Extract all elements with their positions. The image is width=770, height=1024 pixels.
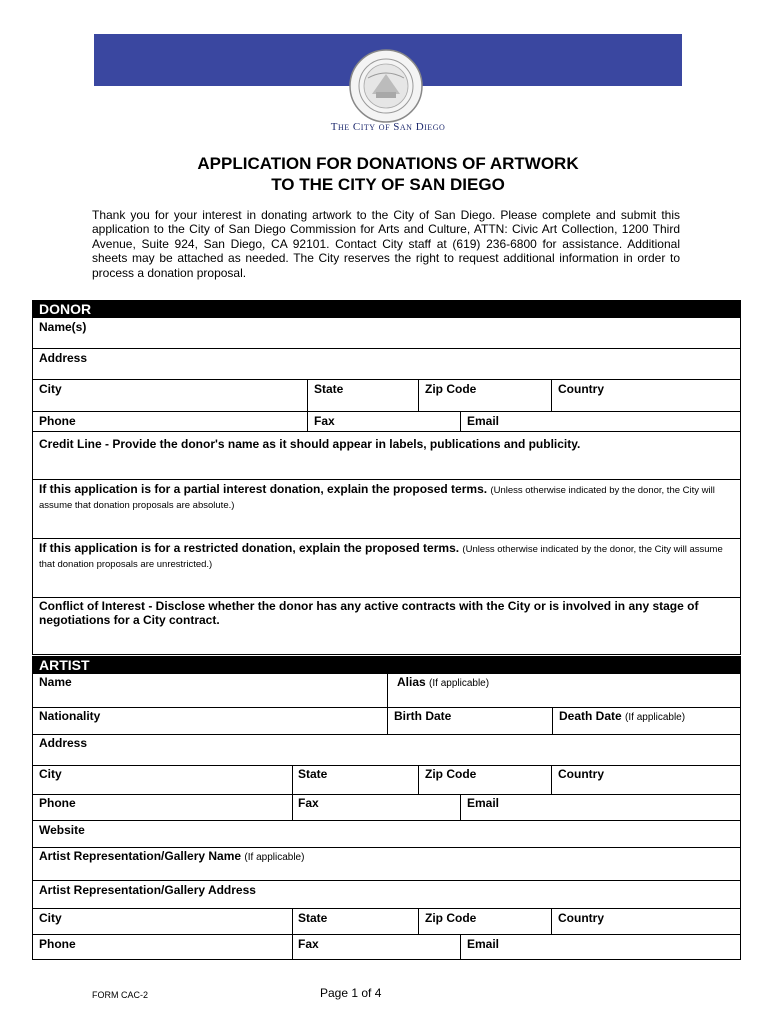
- donor-credit-line-label: Credit Line - Provide the donor's name as it should appear in labels, publications and publicity.: [39, 437, 581, 451]
- artist-country-label: Country: [558, 767, 604, 781]
- death-date-note: (If applicable): [625, 712, 686, 723]
- artist-death-date-label: [559, 709, 685, 725]
- donor-zip-label: Zip Code: [425, 382, 477, 396]
- restricted-note: (Unless otherwise indicated by the donor, the City will assume that donation proposals are unrestricted.): [39, 544, 723, 570]
- gallery-name-note: (If applicable): [244, 852, 305, 863]
- gallery-zip-label: Zip Code: [425, 911, 477, 925]
- gallery-fax-label: Fax: [298, 937, 319, 951]
- artist-name-label: Name: [39, 675, 72, 689]
- donor-fax-label: Fax: [314, 414, 335, 428]
- donor-section-header: DONOR: [32, 300, 740, 318]
- donor-address-label: Address: [39, 351, 88, 365]
- artist-gallery-address-label: Artist Representation/Gallery Address: [39, 883, 256, 897]
- artist-phone-label: Phone: [39, 796, 76, 810]
- death-date-text: Death Date: [559, 709, 622, 723]
- page-number: Page 1 of 4: [320, 986, 382, 1000]
- donor-email-label: Email: [467, 414, 500, 428]
- conflict-of-interest-question: Conflict of Interest - Disclose whether the donor has any active contracts with the City or is involved in any stage of negotiations for a City contract.: [39, 599, 699, 627]
- restricted-question: If this application is for a restricted donation, explain the proposed terms.: [39, 541, 460, 555]
- donor-state-label: State: [314, 382, 344, 396]
- artist-website-label: Website: [39, 823, 85, 837]
- artist-birth-date-label: Birth Date: [394, 709, 452, 723]
- artist-alias-label: [397, 675, 489, 691]
- artist-nationality-label: Nationality: [39, 709, 101, 723]
- partial-interest-question: If this application is for a partial interest donation, explain the proposed terms.: [39, 482, 488, 496]
- form-id: FORM CAC-2: [92, 990, 148, 1000]
- donor-phone-label: Phone: [39, 414, 76, 428]
- gallery-name-text: Artist Representation/Gallery Name: [39, 849, 242, 863]
- donor-partial-interest-label: [39, 482, 737, 512]
- gallery-country-label: Country: [558, 911, 604, 925]
- artist-zip-label: Zip Code: [425, 767, 477, 781]
- donor-restricted-label: [39, 541, 737, 571]
- artist-gallery-name-label: [39, 849, 304, 865]
- donor-names-label: Name(s): [39, 320, 87, 334]
- gallery-phone-label: Phone: [39, 937, 76, 951]
- donor-conflict-label: [39, 599, 737, 627]
- page-title-line2: TO THE CITY OF SAN DIEGO: [271, 175, 505, 194]
- artist-state-label: State: [298, 767, 328, 781]
- city-name: The City of San Diego: [330, 121, 446, 133]
- gallery-state-label: State: [298, 911, 328, 925]
- donor-city-label: City: [39, 382, 62, 396]
- artist-address-label: Address: [39, 736, 88, 750]
- alias-note: (If applicable): [429, 678, 490, 689]
- city-seal-icon: [348, 48, 424, 124]
- partial-interest-note: (Unless otherwise indicated by the donor, the City will assume that donation proposals are absolute.): [39, 485, 715, 511]
- artist-city-label: City: [39, 767, 62, 781]
- donor-country-label: Country: [558, 382, 604, 396]
- artist-fax-label: Fax: [298, 796, 319, 810]
- artist-section-header: ARTIST: [32, 656, 740, 674]
- artist-email-label: Email: [467, 796, 500, 810]
- gallery-email-label: Email: [467, 937, 500, 951]
- page-title-line1: APPLICATION FOR DONATIONS OF ARTWORK: [197, 154, 579, 173]
- gallery-city-label: City: [39, 911, 62, 925]
- intro-paragraph: Thank you for your interest in donating artwork to the City of San Diego. Please complete and submit this application to the City of San Diego Commission for Arts and Culture, ATTN: Civic Art Collection, 1200 Third Avenue, Suite 924, San Diego, CA 92101. Contact City staff at (619) 236-6800 for assistance. Additional sheets may be attached as needed. The City reserves the right to request additional information in order to process a donation proposal.: [92, 208, 680, 280]
- alias-text: Alias: [397, 675, 426, 689]
